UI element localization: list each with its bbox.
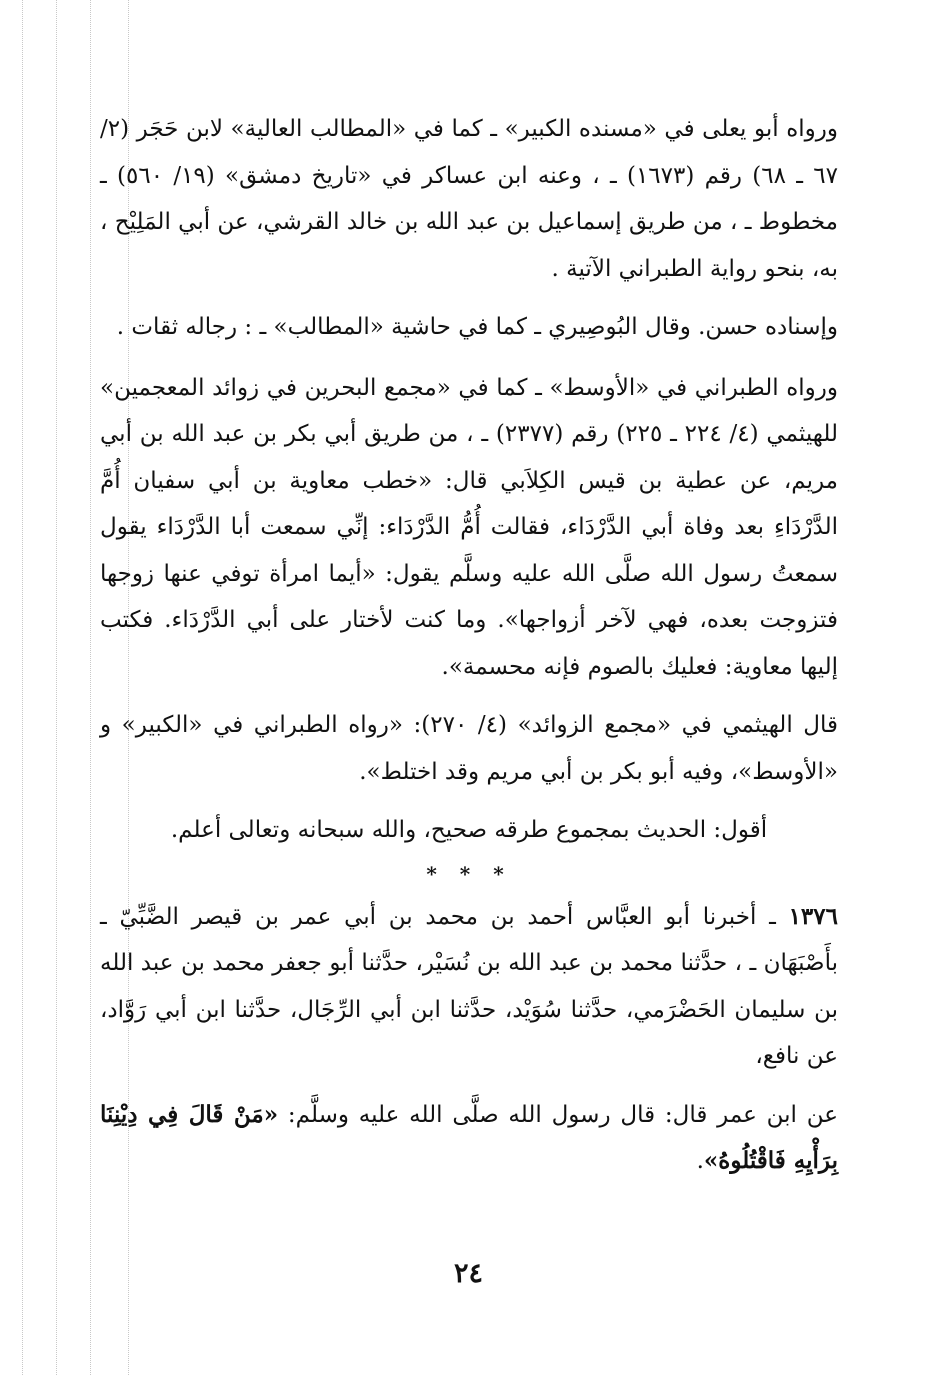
hadith-matn-intro: عن ابن عمر قال: قال رسول الله صلَّى الله عليه وسلَّم:	[278, 1101, 838, 1128]
hadith-isnad	[100, 894, 838, 1080]
scan-artifact-line	[90, 0, 91, 1375]
hadith-number: ١٣٧٦	[788, 902, 838, 930]
scan-artifact-line	[56, 0, 57, 1375]
hadith-matn-end: .	[696, 1148, 704, 1174]
paragraph-isnad-grading: وإسناده حسن. وقال البُوصِيري ـ كما في حاشية «المطالب» ـ : رجاله ثقات .	[116, 314, 838, 340]
paragraph-haythami: قال الهيثمي في «مجمع الزوائد» (٤/ ٢٧٠): «رواه الطبراني في «الكبير» و «الأوسط»، وفيه أبو بكر بن أبي مريم وقد اختلط».	[100, 712, 838, 785]
hadith-matn	[100, 1092, 838, 1185]
scan-artifact-line	[22, 0, 23, 1375]
paragraph-conclusion: أقول: الحديث بمجموع طرقه صحيح، والله سبحانه وتعالى أعلم.	[170, 817, 768, 843]
paragraph-tabarani: ورواه الطبراني في «الأوسط» ـ كما في «مجمع البحرين في زوائد المعجمين» للهيثمي (٤/ ٢٢٤ ـ ٢٢٥) رقم (٢٣٧٧) ـ ، من طريق أبي بكر بن عبد الله بن أبي مريم، عن عطية بن قيس الكِلاَبي قال: «خطب معاوية بن أبي سفيان أُمَّ الدَّرْدَاءِ بعد وفاة أبي الدَّرْدَاء، فقالت أُمُّ الدَّرْدَاء: إنِّي سمعت أبا الدَّرْدَاء يقول سمعتُ رسول الله صلَّى الله عليه وسلَّم يقول: «أيما امرأة توفي عنها زوجها فتزوجت بعده، فهي لآخر أزواجها». وما كنت لأختار على أبي الدَّرْدَاء. فكتب إليها معاوية: فعليك بالصوم فإنه محسمة».	[100, 374, 838, 680]
hadith-chain: ـ أخبرنا أبو العبَّاس أحمد بن محمد بن أبي عمر بن قيصر الضَّبِّيّ ـ بأَصْبَهَان ـ ، حدَّثنا محمد بن عبد الله بن نُسَيْر، حدَّثنا أبو جعفر محمد بن عبد الله بن سليمان الحَضْرَمي، حدَّثنا سُوَيْد، حدَّثنا ابن أبي الرِّجَال، حدَّثنا ابن أبي رَوَّاد، عن نافع،	[100, 903, 838, 1069]
paragraph-abu-yala: ورواه أبو يعلى في «مسنده الكبير» ـ كما في «المطالب العالية» لابن حَجَر (٢/ ٦٧ ـ ٦٨) رقم (١٦٧٣) ـ ، وعنه ابن عساكر في «تاريخ دمشق» (١٩/ ٥٦٠) ـ مخطوط ـ ، من طريق إسماعيل بن عبد الله بن خالد القرشي، عن أبي المَلِيْح ، به، بنحو رواية الطبراني الآتية .	[100, 116, 838, 282]
page-body	[100, 106, 838, 1185]
section-separator: * * *	[426, 861, 512, 886]
hadith-matn-quote: «مَنْ قَالَ فِي دِيْنِنَا بِرَأْيِهِ فَاقْتُلُوهُ»	[100, 1100, 838, 1174]
page-number: ٢٤	[453, 1258, 483, 1289]
